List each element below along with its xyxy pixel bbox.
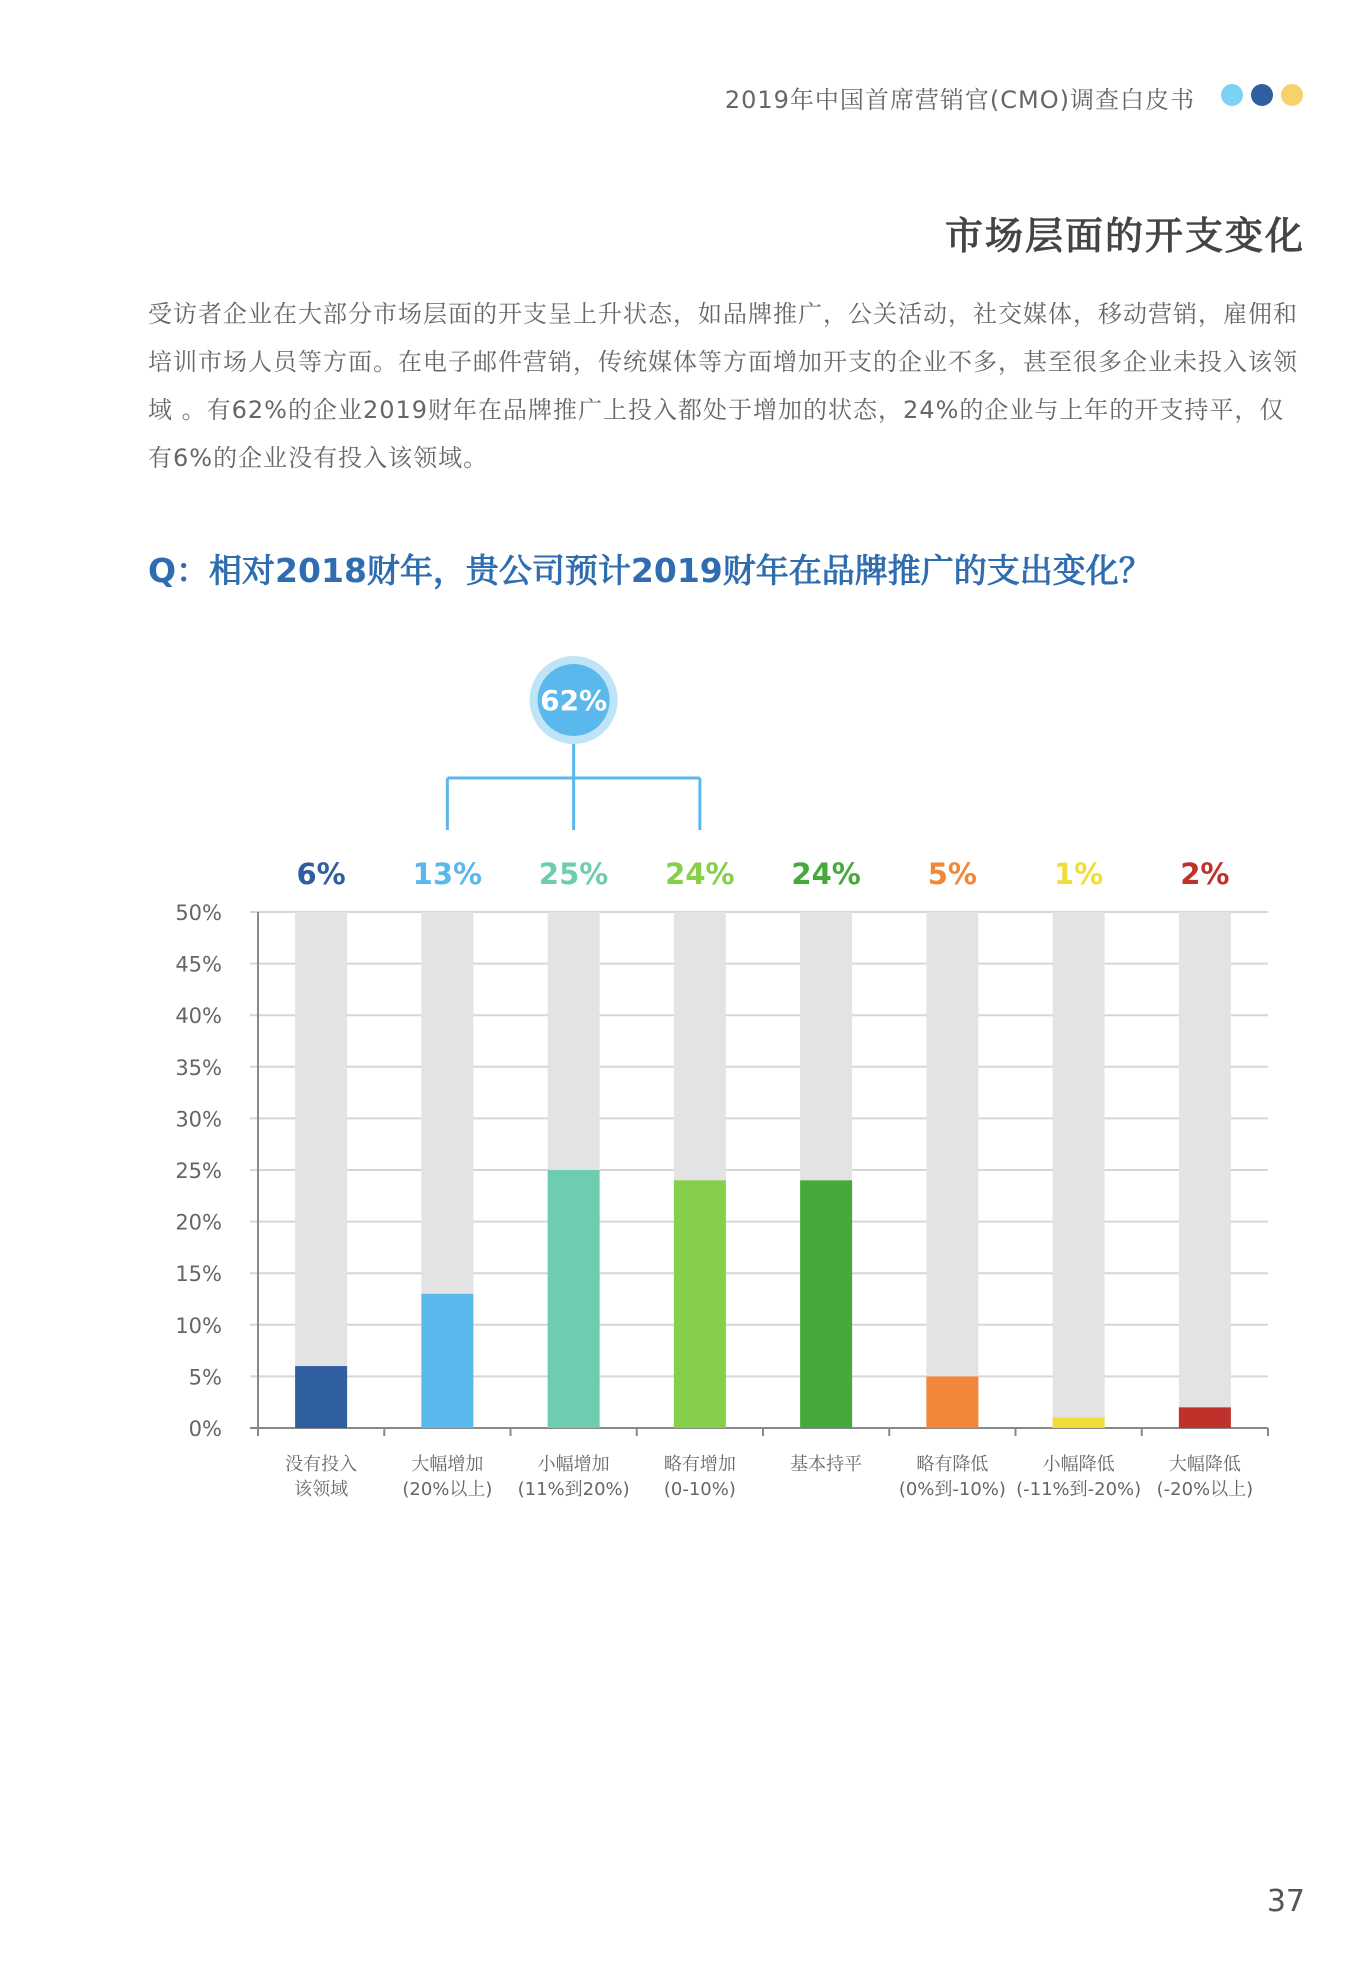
- summary-bubble-label: 62%: [540, 684, 608, 717]
- data-label: 24%: [665, 857, 735, 891]
- x-category-label: 没有投入: [285, 1454, 358, 1475]
- x-category-label: 基本持平: [790, 1454, 863, 1475]
- y-tick-label: 0%: [188, 1417, 222, 1441]
- y-tick-label: 40%: [175, 1004, 222, 1029]
- bar-background: [295, 912, 347, 1428]
- y-tick-label: 20%: [175, 1210, 222, 1235]
- y-tick-label: 10%: [175, 1313, 222, 1338]
- data-label: 5%: [927, 857, 977, 891]
- bar: [1053, 1418, 1105, 1428]
- y-tick-label: 5%: [188, 1365, 222, 1390]
- x-category-label: (0%到-10%): [898, 1479, 1006, 1500]
- x-category-label: 略有降低: [916, 1454, 989, 1475]
- bar-background: [926, 912, 978, 1428]
- bar-background: [1053, 912, 1105, 1428]
- x-category-label: 该领域: [294, 1479, 349, 1500]
- document-header-title: 2019年中国首席营销官(CMO)调查白皮书: [724, 86, 1195, 114]
- bar: [421, 1294, 473, 1428]
- data-label: 2%: [1180, 857, 1230, 891]
- x-category-label: 小幅降低: [1042, 1454, 1115, 1475]
- data-label: 6%: [296, 857, 346, 891]
- x-category-label: (-11%到-20%): [1016, 1479, 1142, 1500]
- data-label: 13%: [412, 857, 483, 891]
- x-category-label: (-20%以上): [1156, 1479, 1254, 1500]
- y-tick-label: 45%: [175, 952, 222, 977]
- y-tick-label: 15%: [175, 1262, 222, 1287]
- bar: [1179, 1407, 1231, 1428]
- data-label: 24%: [791, 857, 861, 891]
- question-heading: Q：相对2018财年，贵公司预计2019财年在品牌推广的支出变化？: [148, 551, 1152, 590]
- y-tick-label: 30%: [175, 1107, 222, 1132]
- y-tick-label: 25%: [175, 1159, 222, 1183]
- bar: [800, 1180, 852, 1428]
- bar: [926, 1376, 978, 1428]
- x-category-label: (11%到20%): [517, 1479, 630, 1500]
- x-category-label: 大幅增加: [411, 1454, 484, 1475]
- bar: [295, 1366, 347, 1428]
- section-title: 市场层面的开支变化: [944, 214, 1305, 258]
- data-label: 1%: [1054, 857, 1104, 891]
- bar: [548, 1170, 600, 1428]
- x-category-label: 大幅降低: [1168, 1454, 1241, 1475]
- x-category-label: 小幅增加: [537, 1454, 610, 1475]
- y-tick-label: 50%: [175, 901, 222, 925]
- x-category-label: 略有增加: [663, 1454, 736, 1475]
- bar: [674, 1180, 726, 1428]
- y-tick-label: 35%: [175, 1055, 222, 1080]
- body-paragraph: 受访者企业在大部分市场层面的开支呈上升状态，如品牌推广，公关活动，社交媒体，移动营销，雇佣和培训市场人员等方面。在电子邮件营销，传统媒体等方面增加开支的企业不多，甚至很多企业未投入该领域 。有62%的企业2019财年在品牌推广上投入都处于增加的状态，24%的企业与上年的开支持平，仅有6%的企业没有投入该领域。: [148, 300, 1298, 472]
- x-category-label: (20%以上): [402, 1479, 493, 1500]
- data-label: 25%: [538, 857, 609, 891]
- bar-background: [1179, 912, 1231, 1428]
- x-category-label: (0-10%): [663, 1479, 736, 1500]
- page-number: 37: [1266, 1884, 1305, 1919]
